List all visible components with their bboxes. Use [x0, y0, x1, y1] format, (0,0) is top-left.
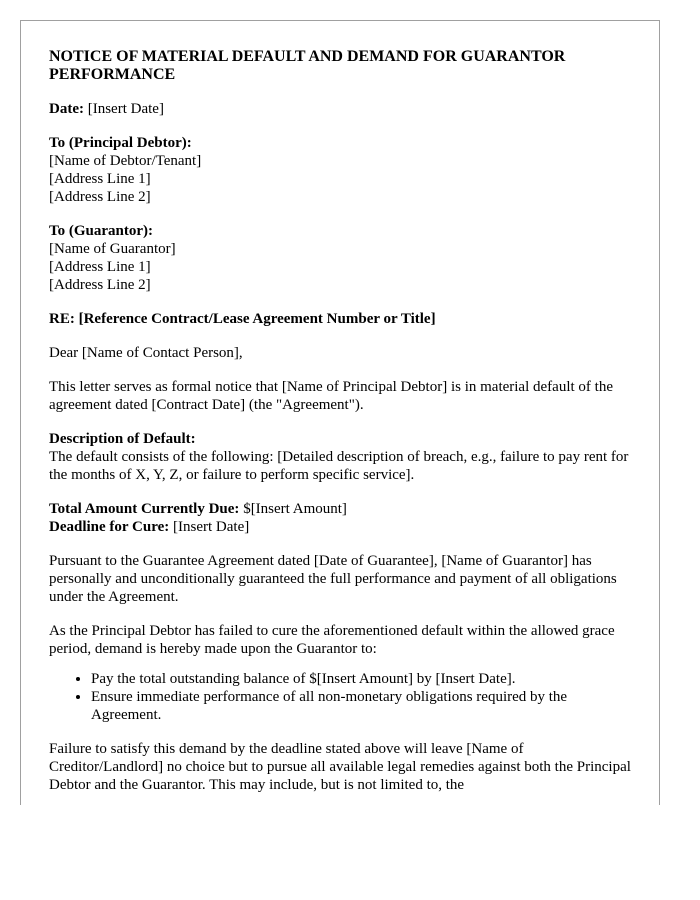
principal-debtor-address — [49, 134, 634, 206]
amount-and-deadline — [49, 500, 634, 536]
document-page — [20, 20, 660, 805]
failure-paragraph: Failure to satisfy this demand by the deadline stated above will leave [Name of Creditor/Landlord] no choice but to pursue all available legal remedies against both the Principal Debtor and the Guarantor. This may include, but is not limited to, the — [49, 741, 631, 793]
principal-debtor-name: [Name of Debtor/Tenant] — [49, 153, 202, 169]
amount-line — [49, 500, 634, 518]
amount-value: $[Insert Amount] — [239, 501, 347, 517]
guarantor-address — [49, 222, 634, 294]
re-line: RE: [Reference Contract/Lease Agreement Number or Title] — [49, 311, 436, 327]
guarantee-paragraph: Pursuant to the Guarantee Agreement dated [Date of Guarantee], [Name of Guarantor] has personally and unconditionally guaranteed the full performance and payment of all obligations under the Agreement. — [49, 553, 617, 605]
date-line — [49, 100, 634, 118]
demand-item-payment: • Pay the total outstanding balance of $[Insert Amount] by [Insert Date]. — [91, 670, 634, 688]
guarantor-address-line-2: [Address Line 2] — [49, 277, 151, 293]
amount-label: Total Amount Currently Due: — [49, 501, 240, 517]
default-description — [49, 430, 634, 484]
intro-paragraph: This letter serves as formal notice that [Name of Principal Debtor] is in material default of the agreement dated [Contract Date] (the "Agreement"). — [49, 379, 613, 413]
date-label: Date: — [49, 101, 84, 117]
guarantor-name: [Name of Guarantor] — [49, 241, 176, 257]
principal-debtor-label: To (Principal Debtor): — [49, 135, 192, 151]
salutation: Dear [Name of Contact Person], — [49, 345, 243, 361]
document-title: NOTICE OF MATERIAL DEFAULT AND DEMAND FOR GUARANTOR PERFORMANCE — [49, 48, 566, 83]
date-value: [Insert Date] — [83, 101, 164, 117]
principal-debtor-address-line-2: [Address Line 2] — [49, 189, 151, 205]
deadline-line — [49, 518, 634, 536]
document-content — [49, 48, 634, 805]
guarantor-label: To (Guarantor): — [49, 223, 154, 239]
deadline-label: Deadline for Cure: — [49, 519, 170, 535]
demand-paragraph: As the Principal Debtor has failed to cure the aforementioned default within the allowed grace period, demand is hereby made upon the Guarantor to: — [49, 623, 615, 657]
deadline-value: [Insert Date] — [169, 519, 250, 535]
principal-debtor-address-line-1: [Address Line 1] — [49, 171, 151, 187]
demand-item-performance: • Ensure immediate performance of all non-monetary obligations required by the Agreement. — [91, 688, 634, 724]
guarantor-address-line-1: [Address Line 1] — [49, 259, 151, 275]
demand-list — [49, 670, 634, 724]
default-description-text: The default consists of the following: [Detailed description of breach, e.g., failure to pay rent for the months of X, Y, Z, or failure to perform specific service]. — [49, 449, 629, 483]
default-description-label: Description of Default: — [49, 431, 196, 447]
